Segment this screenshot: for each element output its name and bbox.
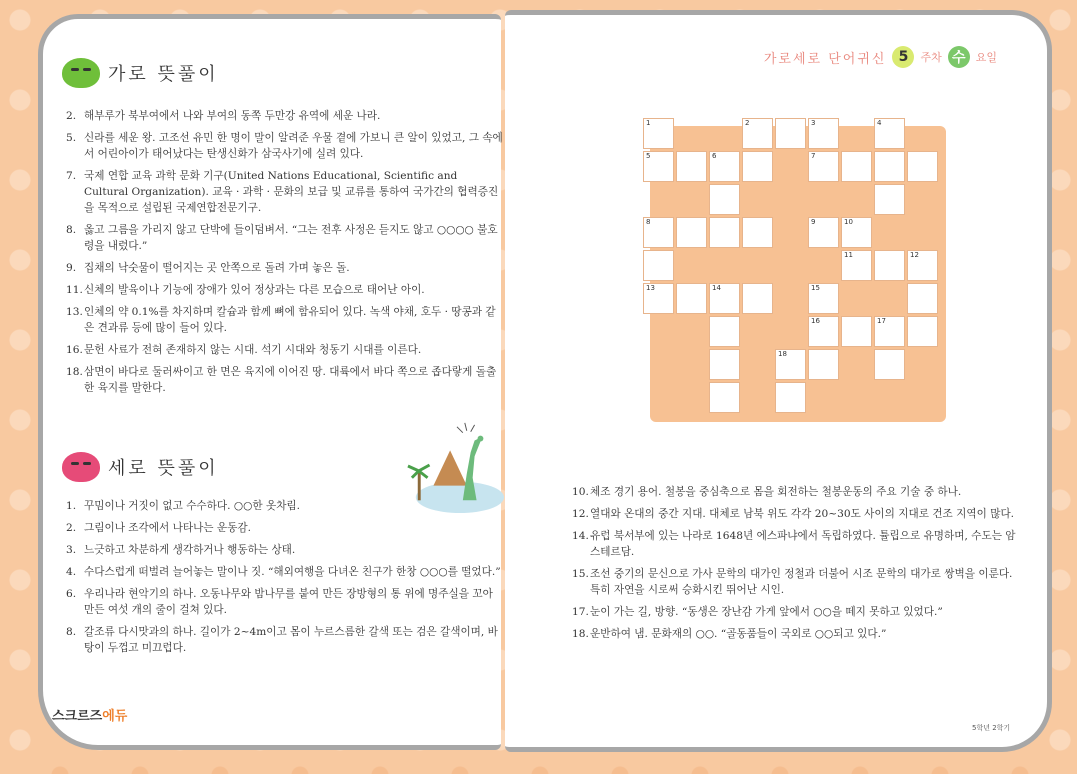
grid-cell[interactable] (874, 349, 905, 380)
green-blob-icon (62, 58, 100, 88)
grid-cell[interactable] (775, 118, 806, 149)
grid-cell[interactable] (808, 118, 839, 149)
clue-item (66, 498, 504, 514)
clue-item (66, 168, 504, 216)
grid-cell[interactable] (808, 217, 839, 248)
grid-cell[interactable] (907, 250, 938, 281)
clue-item (572, 626, 1017, 642)
grid-cell-number: 9 (811, 218, 816, 226)
down-clue-list-left (66, 498, 504, 662)
grid-cell[interactable] (742, 283, 773, 314)
grid-cell[interactable] (643, 118, 674, 149)
clue-number: 8. (66, 224, 77, 236)
clue-text: 옳고 그름을 가리지 않고 단박에 들이덤벼서. “그는 전후 사정은 듣지도 않고 ○○○○ 불호령을 내렸다.” (84, 224, 498, 252)
grid-cell[interactable] (676, 217, 707, 248)
clue-number: 13. (66, 306, 83, 318)
grid-cell-number: 11 (844, 251, 853, 259)
grid-cell[interactable] (709, 349, 740, 380)
grid-cell[interactable] (808, 349, 839, 380)
clue-item (66, 564, 504, 580)
clue-item (66, 260, 504, 276)
grid-cell-number: 2 (745, 119, 750, 127)
grid-cell[interactable] (841, 316, 872, 347)
clue-number: 3. (66, 544, 77, 556)
clue-item (66, 364, 504, 396)
clue-number: 12. (572, 508, 589, 520)
grid-cell[interactable] (775, 382, 806, 413)
grid-cell[interactable] (874, 151, 905, 182)
grid-cell-number: 8 (646, 218, 651, 226)
grid-cell[interactable] (841, 250, 872, 281)
grid-cell-number: 10 (844, 218, 853, 226)
grid-cell-number: 17 (877, 317, 886, 325)
clue-number: 4. (66, 566, 77, 578)
clue-number: 6. (66, 588, 77, 600)
clue-text: 그림이나 조각에서 나타나는 운동감. (84, 522, 251, 534)
clue-text: 유럽 북서부에 있는 나라로 1648년 에스파냐에서 독립하였다. 튤립으로 유명하며, 수도는 암스테르담. (590, 530, 1016, 558)
clue-number: 11. (66, 284, 83, 296)
grid-cell[interactable] (643, 250, 674, 281)
grid-cell-number: 5 (646, 152, 651, 160)
clue-item (66, 624, 504, 656)
clue-text: 국제 연합 교육 과학 문화 기구(United Nations Educational, Scientific and Cultural Organization). 교육 · 과학 · 문화의 보급 및 교류를 통하여 국가간의 협력증진을 목적으로 설립된 국제연합전문기구. (84, 170, 499, 214)
clue-text: 꾸밈이나 거짓이 없고 수수하다. ○○한 옷차림. (84, 500, 301, 512)
grid-cell[interactable] (709, 184, 740, 215)
page-label: 5학년 2학기 (972, 724, 1011, 732)
clue-text: 운반하여 냄. 문화재의 ○○. “골동품들이 국외로 ○○되고 있다.” (590, 628, 887, 640)
across-title: 가로 뜻풀이 (108, 64, 219, 85)
grid-cell[interactable] (808, 151, 839, 182)
across-clue-list (66, 108, 504, 402)
clue-number: 18. (572, 628, 589, 640)
clue-item (66, 342, 504, 358)
grid-cell[interactable] (874, 250, 905, 281)
clue-number: 2. (66, 522, 77, 534)
logo-main-text: 스크르즈 (52, 709, 103, 724)
grid-cell[interactable] (841, 217, 872, 248)
clue-item (572, 506, 1017, 522)
clue-number: 16. (66, 344, 83, 356)
clue-number: 10. (572, 486, 589, 498)
clue-item (572, 566, 1017, 598)
logo-accent-text: 에듀 (102, 709, 128, 724)
clue-number: 9. (66, 262, 77, 274)
clue-item (572, 528, 1017, 560)
grid-cell[interactable] (709, 283, 740, 314)
grid-cell-number: 4 (877, 119, 882, 127)
day-badge: 수 (948, 46, 970, 68)
clue-text: 체조 경기 용어. 철봉을 중심축으로 몸을 회전하는 철봉운동의 주요 기술 중 하나. (590, 486, 962, 498)
grid-cell[interactable] (874, 184, 905, 215)
grid-cell[interactable] (709, 151, 740, 182)
clue-text: 인체의 약 0.1%를 차지하며 칼슘과 함께 뼈에 함유되어 있다. 녹색 야채, 호두 · 땅콩과 같은 견과류 등에 많이 들어 있다. (84, 306, 496, 334)
clue-text: 신체의 발육이나 기능에 장애가 있어 정상과는 다른 모습으로 태어난 아이. (84, 284, 425, 296)
clue-text: 삼면이 바다로 둘러싸이고 한 면은 육지에 이어진 땅. 대륙에서 바다 쪽으로 좁다랗게 돌출한 육지를 말한다. (84, 366, 497, 394)
clue-item (66, 304, 504, 336)
grid-cell[interactable] (907, 316, 938, 347)
grid-cell[interactable] (709, 316, 740, 347)
clue-text: 수다스럽게 떠벌려 늘어놓는 말이나 짓. “해외여행을 다녀온 친구가 한창 ○○○를 떨었다.” (84, 566, 501, 578)
grid-cell[interactable] (742, 151, 773, 182)
clue-number: 14. (572, 530, 589, 542)
clue-item (66, 586, 504, 618)
grid-cell-number: 7 (811, 152, 816, 160)
grid-cell-number: 16 (811, 317, 820, 325)
clue-text: 느긋하고 차분하게 생각하거나 행동하는 상태. (84, 544, 296, 556)
header-title: 가로세로 단어귀신 (763, 51, 887, 67)
grid-cell[interactable] (742, 217, 773, 248)
grid-cell-number: 15 (811, 284, 820, 292)
grid-cell[interactable] (808, 283, 839, 314)
grid-cell[interactable] (676, 151, 707, 182)
grid-cell[interactable] (907, 151, 938, 182)
clue-number: 7. (66, 170, 77, 182)
grid-cell[interactable] (709, 382, 740, 413)
grid-cell[interactable] (643, 283, 674, 314)
grid-cell-number: 12 (910, 251, 919, 259)
clue-item (66, 130, 504, 162)
grid-cell-number: 13 (646, 284, 655, 292)
clue-text: 조선 중기의 문신으로 가사 문학의 대가인 정철과 더불어 시조 문학의 대가로 쌍벽을 이룬다. 특히 자연을 시로써 승화시킨 뛰어난 시인. (590, 568, 1013, 596)
clue-item (66, 520, 504, 536)
clue-item (572, 604, 1017, 620)
clue-text: 해부루가 북부여에서 나와 부여의 동쪽 두만강 유역에 세운 나라. (84, 110, 381, 122)
grid-cell[interactable] (841, 151, 872, 182)
week-label: 주차 (920, 51, 942, 64)
grid-cell[interactable] (643, 151, 674, 182)
grid-cell[interactable] (907, 283, 938, 314)
clue-item (572, 484, 1017, 500)
clue-text: 문헌 사료가 전혀 존재하지 않는 시대. 석기 시대와 청동기 시대를 이른다. (84, 344, 422, 356)
grid-cell-number: 1 (646, 119, 651, 127)
clue-text: 우리나라 현악기의 하나. 오동나무와 밤나무를 붙여 만든 장방형의 통 위에 명주실을 꼬아 만든 여섯 개의 줄이 걸쳐 있다. (84, 588, 493, 616)
across-heading (62, 58, 219, 88)
grid-cell[interactable] (874, 118, 905, 149)
grid-cell[interactable] (742, 118, 773, 149)
clue-number: 18. (66, 366, 83, 378)
clue-text: 눈이 가는 길, 방향. “동생은 장난감 가게 앞에서 ○○을 떼지 못하고 있었다.” (590, 606, 943, 618)
grid-cell-number: 6 (712, 152, 717, 160)
clue-text: 집채의 낙숫물이 떨어지는 곳 안쪽으로 돌려 가며 놓은 돌. (84, 262, 350, 274)
down-clue-list-right (572, 484, 1017, 648)
clue-number: 5. (66, 132, 77, 144)
clue-number: 15. (572, 568, 589, 580)
clue-number: 1. (66, 500, 77, 512)
clue-item (66, 542, 504, 558)
clue-text: 열대와 온대의 중간 지대. 대체로 남북 위도 각각 20~30도 사이의 지대로 건조 지역이 많다. (590, 508, 1015, 520)
grid-cell-number: 18 (778, 350, 787, 358)
grid-cell[interactable] (709, 217, 740, 248)
clue-number: 2. (66, 110, 77, 122)
clue-text: 신라를 세운 왕. 고조선 유민 한 명이 말이 알려준 우물 곁에 가보니 큰 알이 있었고, 그 속에서 어린아이가 태어났다는 탄생신화가 삼국사기에 실려 있다. (84, 132, 503, 160)
week-badge: 5 (892, 46, 914, 68)
grid-cell-number: 14 (712, 284, 721, 292)
publisher-logo (52, 705, 127, 724)
page-header (764, 46, 997, 68)
clue-item (66, 282, 504, 298)
pink-blob-icon (62, 452, 100, 482)
grid-cell[interactable] (676, 283, 707, 314)
clue-item (66, 222, 504, 254)
grid-cell[interactable] (808, 316, 839, 347)
down-title: 세로 뜻풀이 (108, 458, 219, 479)
clue-item (66, 108, 504, 124)
clue-number: 17. (572, 606, 589, 618)
grid-cell-number: 3 (811, 119, 816, 127)
grid-cell[interactable] (775, 349, 806, 380)
day-label: 요일 (975, 51, 997, 64)
grid-cell[interactable] (643, 217, 674, 248)
clue-text: 갈조류 다시맛과의 하나. 길이가 2~4m이고 몸이 누르스름한 갈색 또는 검은 갈색이며, 바탕이 두껍고 미끄럽다. (84, 626, 498, 654)
down-heading (62, 452, 219, 482)
clue-number: 8. (66, 626, 77, 638)
grid-cell[interactable] (874, 316, 905, 347)
